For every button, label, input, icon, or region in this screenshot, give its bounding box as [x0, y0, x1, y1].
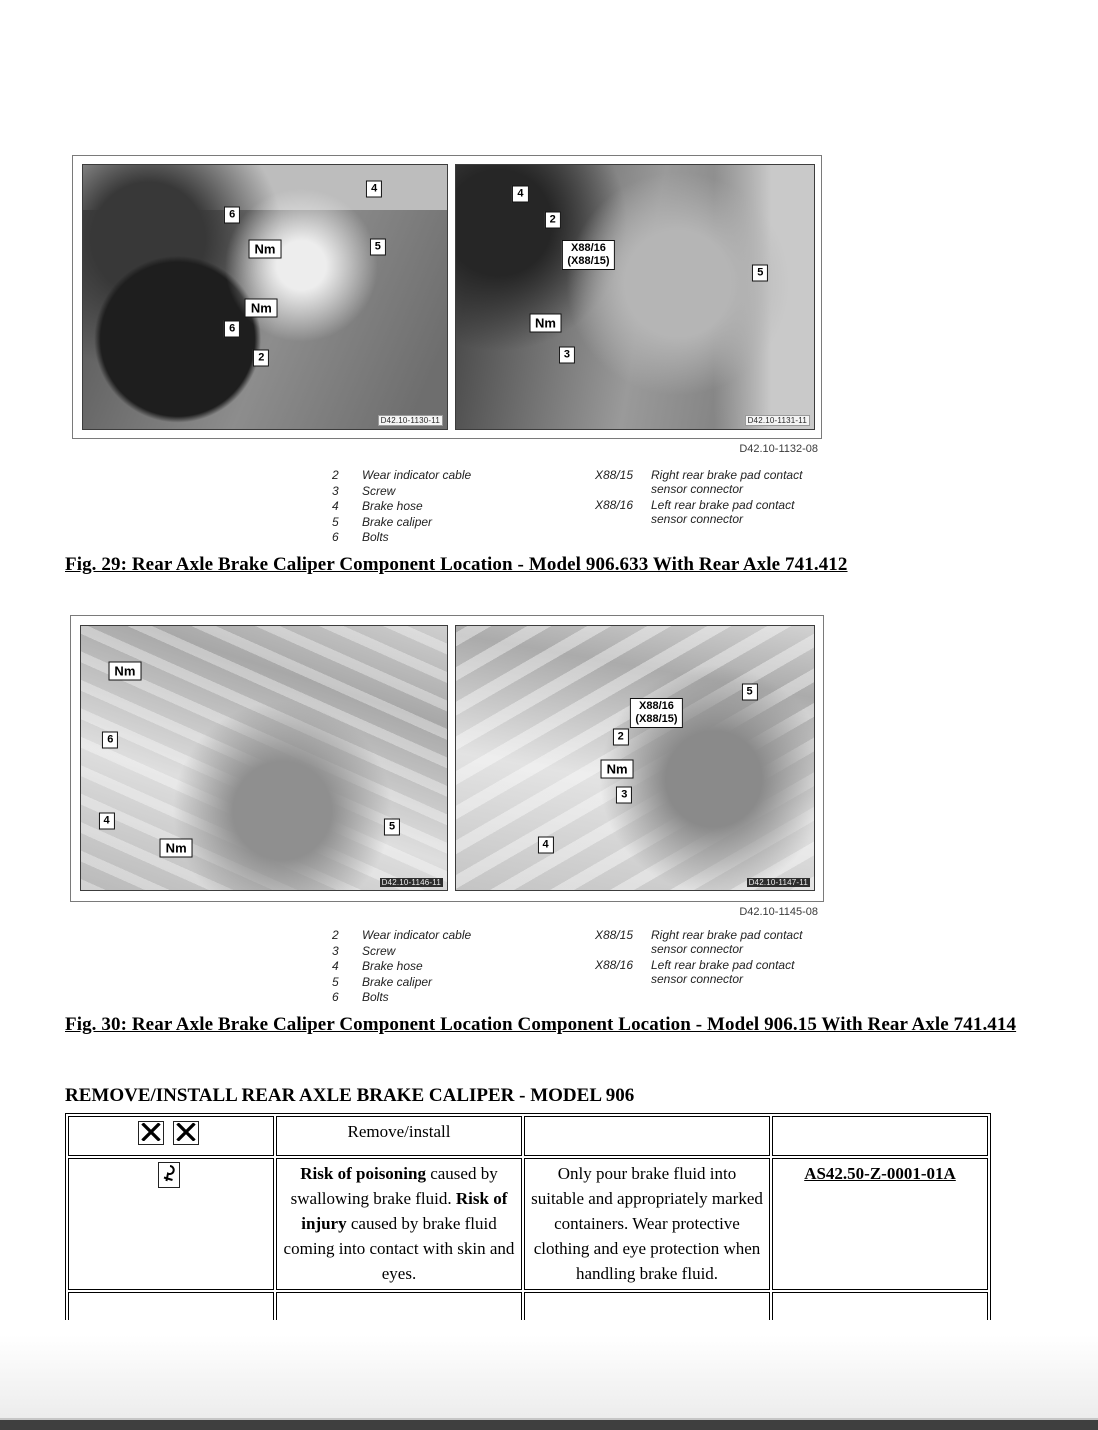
figure-30-frame	[70, 615, 824, 902]
figure-29-caption: Fig. 29: Rear Axle Brake Caliper Component Location - Model 906.633 With Rear Axle 741.412	[65, 554, 848, 575]
doc-ref-link[interactable]: AS42.50-Z-0001-01A	[804, 1164, 956, 1183]
photo-code: D42.10-1131-11	[745, 415, 810, 426]
legend-item: 5 Brake caliper	[332, 514, 433, 529]
figure-label-3: 3	[616, 786, 632, 803]
fig30-left-photo	[80, 625, 448, 891]
figure-label-x8816: X88/16 (X88/15)	[630, 698, 682, 728]
legend-item: 4 Brake hose	[332, 499, 423, 513]
legend-item: 5 Brake caliper	[332, 974, 433, 989]
table-header-empty	[524, 1116, 770, 1156]
figure-label-nm: Nm	[601, 759, 634, 778]
section-heading: REMOVE/INSTALL REAR AXLE BRAKE CALIPER - MODEL 906	[65, 1085, 635, 1106]
figure-label-nm: Nm	[249, 240, 282, 259]
figure-29-code: D42.10-1132-08	[739, 443, 818, 455]
legend-item: 4 Brake hose	[332, 959, 423, 973]
empty-cell	[68, 1292, 274, 1320]
figure-29-frame	[72, 155, 822, 439]
photo-code: D42.10-1147-11	[748, 878, 808, 887]
fig29-left-photo	[82, 164, 448, 430]
legend-item: 2 Wear indicator cable	[332, 928, 472, 942]
figure-label-4: 4	[537, 837, 553, 854]
warning-row	[68, 1158, 988, 1290]
figure-label-6: 6	[224, 320, 240, 337]
instruction-text: Only pour brake fluid into suitable and appropriately marked containers. Wear protective clothing and eye protection when handling brake fluid.	[524, 1158, 770, 1290]
figure-30-caption: Fig. 30: Rear Axle Brake Caliper Component Location Component Location - Model 906.15 With Rear Axle 741.414	[65, 1014, 1017, 1035]
hazard-icon-cell	[68, 1158, 274, 1290]
legend-connector-item: X88/16 Left rear brake pad contact sensor connector	[595, 957, 795, 986]
empty-cell	[524, 1292, 770, 1320]
photo-code: D42.10-1130-11	[378, 415, 443, 426]
figure-label-2: 2	[545, 212, 561, 229]
figure-label-6: 6	[102, 731, 118, 748]
figure-label-5: 5	[752, 265, 768, 282]
figure-label-2: 2	[613, 728, 629, 745]
figure-29-legend	[332, 468, 845, 546]
figure-30-legend	[332, 928, 845, 1006]
figure-label-4: 4	[512, 186, 528, 203]
photo-code: D42.10-1146-11	[381, 878, 441, 887]
figure-label-3: 3	[559, 347, 575, 364]
remove-install-icon	[138, 1121, 164, 1145]
figure-label-6: 6	[224, 207, 240, 224]
figure-label-nm: Nm	[160, 838, 193, 857]
warning-text: Risk of poisoning caused by swallowing brake fluid. Risk of injury caused by brake fluid coming into contact with skin and eyes.	[276, 1158, 522, 1290]
legend-item: 6 Bolts	[332, 530, 389, 544]
empty-cell	[276, 1292, 522, 1320]
figure-label-5: 5	[384, 818, 400, 835]
legend-item: 3 Screw	[332, 483, 396, 498]
empty-row	[68, 1292, 988, 1320]
figure-label-2: 2	[253, 349, 269, 366]
empty-cell	[772, 1292, 988, 1320]
figure-30-code: D42.10-1145-08	[739, 906, 818, 918]
figure-label-nm: Nm	[245, 298, 278, 317]
legend-item: 6 Bolts	[332, 990, 389, 1004]
legend-item: 3 Screw	[332, 943, 396, 958]
table-header-label: Remove/install	[276, 1116, 522, 1156]
page-bottom-fade	[0, 1335, 1098, 1420]
legend-column	[332, 468, 595, 546]
table-header-empty	[772, 1116, 988, 1156]
legend-column	[595, 928, 845, 1006]
page-bottom-edge	[0, 1418, 1098, 1430]
table-header-row	[68, 1116, 988, 1156]
figure-label-x8816: X88/16 (X88/15)	[562, 240, 614, 270]
legend-connector-item: X88/16 Left rear brake pad contact sensor connector	[595, 497, 795, 526]
hazard-icon	[158, 1162, 180, 1188]
figure-label-nm: Nm	[108, 661, 141, 680]
fig30-right-photo	[455, 625, 815, 891]
procedure-table-container	[65, 1113, 991, 1320]
figure-label-nm: Nm	[529, 314, 562, 333]
figure-label-4: 4	[366, 180, 382, 197]
legend-column	[332, 928, 595, 1006]
figure-label-4: 4	[99, 813, 115, 830]
doc-ref-cell	[772, 1158, 988, 1290]
operation-icons-cell	[68, 1116, 274, 1156]
legend-item: 2 Wear indicator cable	[332, 468, 472, 482]
remove-install-icon	[173, 1121, 199, 1145]
legend-connector-item: X88/15 Right rear brake pad contact sensor connector	[595, 928, 803, 956]
legend-connector-item: X88/15 Right rear brake pad contact sensor connector	[595, 468, 803, 496]
fig29-right-photo	[455, 164, 815, 430]
figure-label-5: 5	[741, 684, 757, 701]
procedure-table	[65, 1113, 991, 1320]
legend-column	[595, 468, 845, 546]
figure-label-5: 5	[370, 238, 386, 255]
